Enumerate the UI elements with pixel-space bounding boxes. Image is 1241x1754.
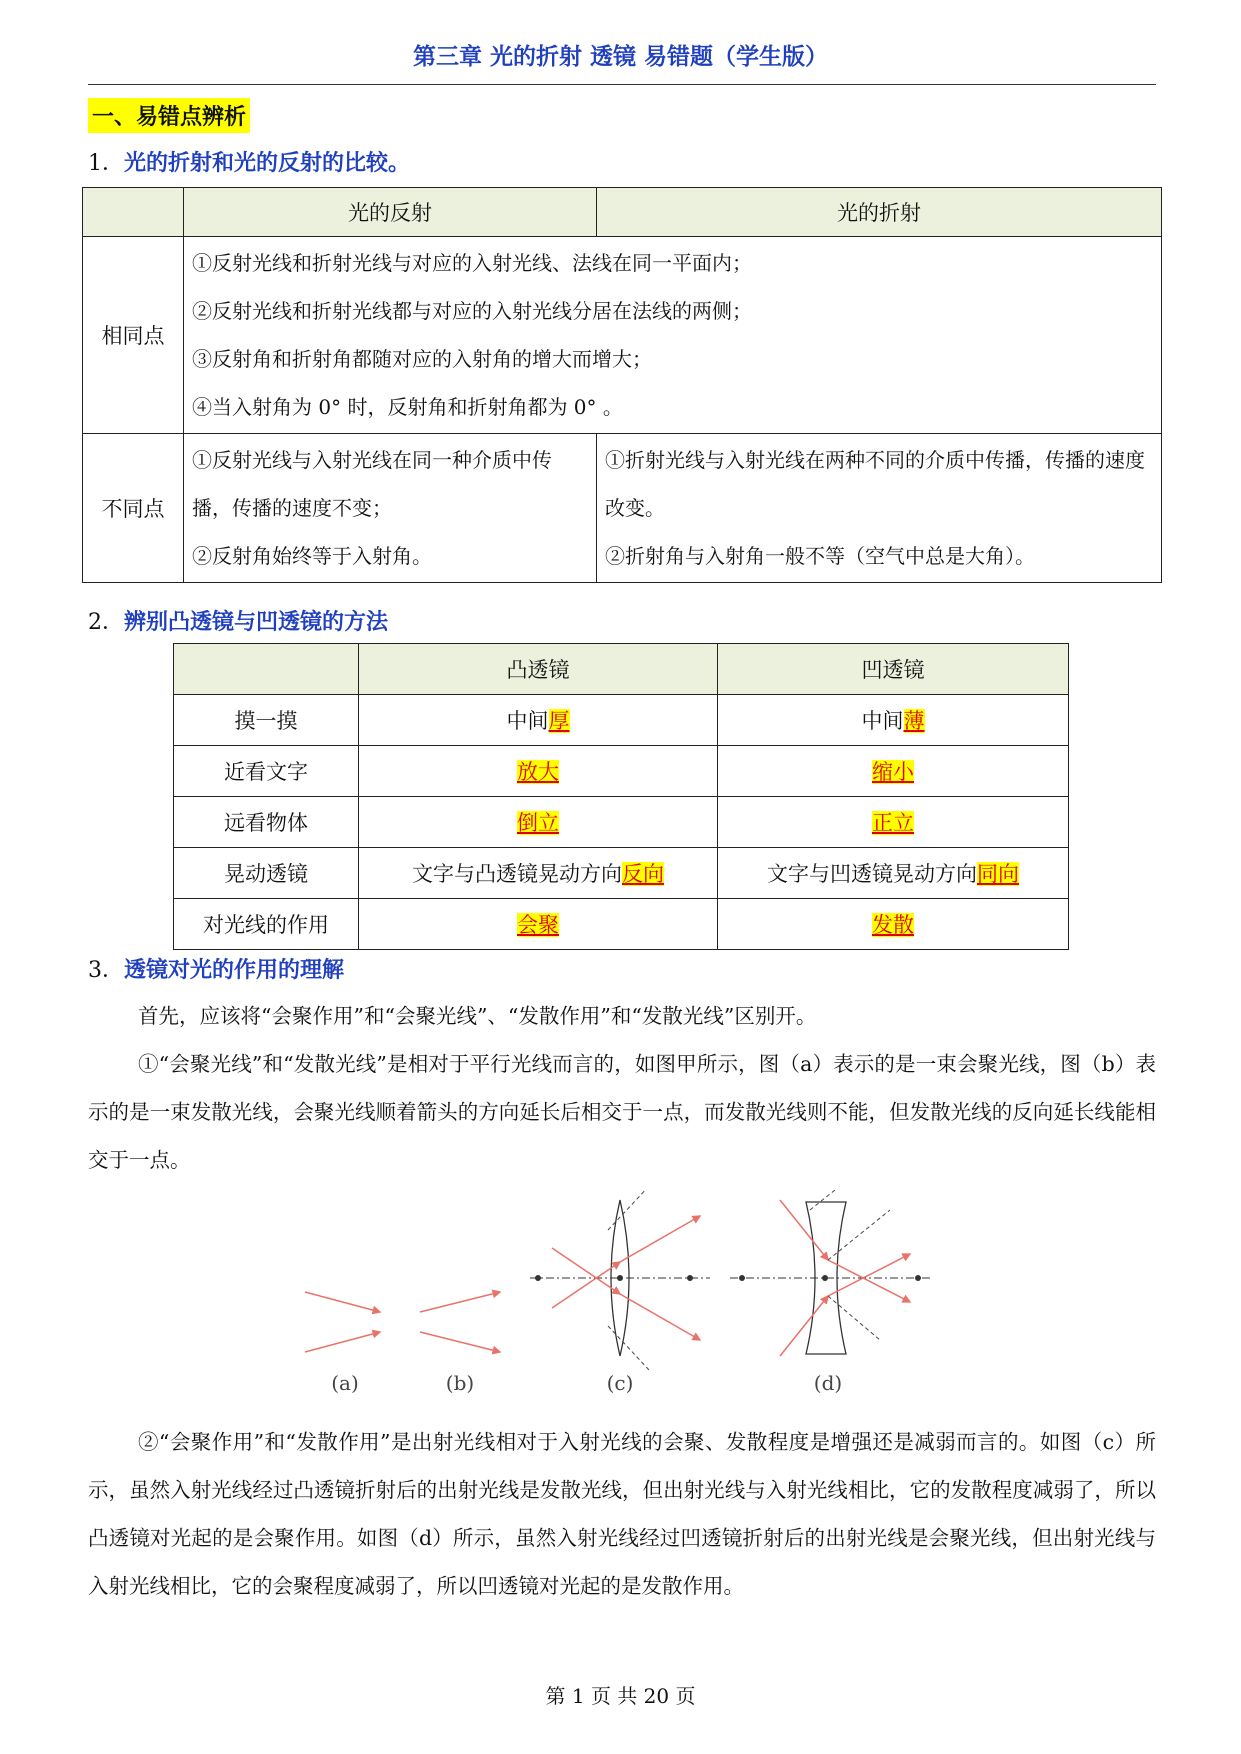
highlighted-answer: 反向 (622, 862, 664, 886)
column-header-concave: 凹透镜 (718, 644, 1069, 695)
lens-ray-figure (290, 1190, 950, 1400)
figure-label-b: (b) (445, 1371, 475, 1395)
convex-cell (359, 848, 718, 899)
paragraph-intro: 首先，应该将“会聚作用”和“会聚光线”、“发散作用”和“发散光线”区别开。 (138, 1004, 817, 1028)
question-number: 1． (88, 151, 124, 176)
row-label: 远看物体 (174, 797, 359, 848)
highlighted-answer: 厚 (548, 709, 570, 733)
paragraph-converging-effect: ②“会聚作用”和“发散作用”是出射光线相对于入射光线的会聚、发散程度是增强还是减弱而言的。如图（c）所示，虽然入射光线经过凸透镜折射后的出射光线是发散光线，但出射光线与入射光线相比，它的发散程度减弱了，所以凸透镜对光起的是会聚作用。如图（d）所示，虽然入射光线经过凹透镜折射后的出射光线是会聚光线，但出射光线与入射光线相比，它的会聚程度减弱了，所以凹透镜对光起的是发散作用。 (88, 1430, 1156, 1598)
convex-cell (359, 746, 718, 797)
question-3-heading (88, 953, 344, 984)
page-header-title: 第三章 光的折射 透镜 易错题（学生版） (412, 44, 829, 70)
table-corner-cell (83, 188, 184, 237)
figure-b-diverging-rays (420, 1292, 500, 1352)
highlighted-answer: 放大 (517, 760, 559, 784)
diff-item: ②反射角始终等于入射角。 (192, 544, 432, 568)
table-row (174, 797, 1069, 848)
table-row (174, 695, 1069, 746)
highlighted-answer: 会聚 (517, 913, 559, 937)
table-corner-cell (174, 644, 359, 695)
cell-text: 文字与凹透镜晃动方向 (767, 862, 977, 886)
question-title: 光的折射和光的反射的比较。 (124, 151, 411, 176)
diff-reflection-cell (184, 434, 597, 583)
figure-c-convex-lens (530, 1190, 710, 1371)
row-label: 摸一摸 (174, 695, 359, 746)
figure-label-a: (a) (331, 1371, 359, 1395)
same-points-cell (184, 237, 1162, 434)
cell-text: 文字与凸透镜晃动方向 (412, 862, 622, 886)
same-item: ③反射角和折射角都随对应的入射角的增大而增大； (192, 347, 652, 371)
concave-cell (718, 695, 1069, 746)
diff-item: ①折射光线与入射光线在两种不同的介质中传播，传播的速度改变。 (605, 448, 1145, 520)
section-heading: 一、易错点辨析 (88, 98, 250, 133)
column-header-refraction: 光的折射 (597, 188, 1162, 237)
highlighted-answer: 发散 (872, 913, 914, 937)
diff-refraction-cell (597, 434, 1162, 583)
question-title: 透镜对光的作用的理解 (124, 958, 345, 983)
paragraph-converging-light: ①“会聚光线”和“发散光线”是相对于平行光线而言的，如图甲所示，图（a）表示的是一束会聚光线，图（b）表示的是一束发散光线，会聚光线顺着箭头的方向延长后相交于一点，而发散光线则不能，但发散光线的反向延长线能相交于一点。 (88, 1052, 1156, 1172)
row-header-same: 相同点 (83, 237, 184, 434)
highlighted-answer: 同向 (977, 862, 1019, 886)
table-row (174, 899, 1069, 950)
concave-cell (718, 746, 1069, 797)
row-label: 近看文字 (174, 746, 359, 797)
question-2-heading (88, 605, 388, 636)
figure-label-d: (d) (813, 1371, 843, 1395)
question-number: 2． (88, 610, 124, 635)
concave-cell (718, 797, 1069, 848)
same-item: ①反射光线和折射光线与对应的入射光线、法线在同一平面内； (192, 251, 752, 275)
figure-d-concave-lens (730, 1190, 930, 1356)
column-header-reflection: 光的反射 (184, 188, 597, 237)
cell-text: 中间 (506, 709, 549, 733)
convex-cell (359, 797, 718, 848)
diff-item: ①反射光线与入射光线在同一种介质中传播，传播的速度不变； (192, 448, 552, 520)
figure-a-converging-rays (305, 1292, 380, 1352)
lens-identification-table (173, 643, 1069, 950)
table-row (174, 848, 1069, 899)
highlighted-answer: 倒立 (517, 811, 559, 835)
row-label: 晃动透镜 (174, 848, 359, 899)
row-header-diff: 不同点 (83, 434, 184, 583)
cell-text: 中间 (861, 709, 904, 733)
reflection-refraction-table (82, 187, 1162, 583)
same-item: ④当入射角为 0° 时，反射角和折射角都为 0° 。 (192, 395, 623, 419)
same-item: ②反射光线和折射光线都与对应的入射光线分居在法线的两侧； (192, 299, 752, 323)
diff-item: ②折射角与入射角一般不等（空气中总是大角）。 (605, 544, 1035, 568)
convex-cell (359, 695, 718, 746)
question-number: 3． (88, 958, 124, 983)
highlighted-answer: 正立 (872, 811, 914, 835)
concave-cell (718, 899, 1069, 950)
highlighted-answer: 薄 (903, 709, 925, 733)
highlighted-answer: 缩小 (872, 760, 914, 784)
row-label: 对光线的作用 (174, 899, 359, 950)
convex-cell (359, 899, 718, 950)
page-footer: 第 1 页 共 20 页 (545, 1684, 696, 1708)
header-divider (88, 84, 1156, 85)
concave-cell (718, 848, 1069, 899)
figure-label-c: (c) (606, 1371, 634, 1395)
question-1-heading (88, 146, 410, 177)
table-row (174, 746, 1069, 797)
column-header-convex: 凸透镜 (359, 644, 718, 695)
question-title: 辨别凸透镜与凹透镜的方法 (124, 610, 389, 635)
